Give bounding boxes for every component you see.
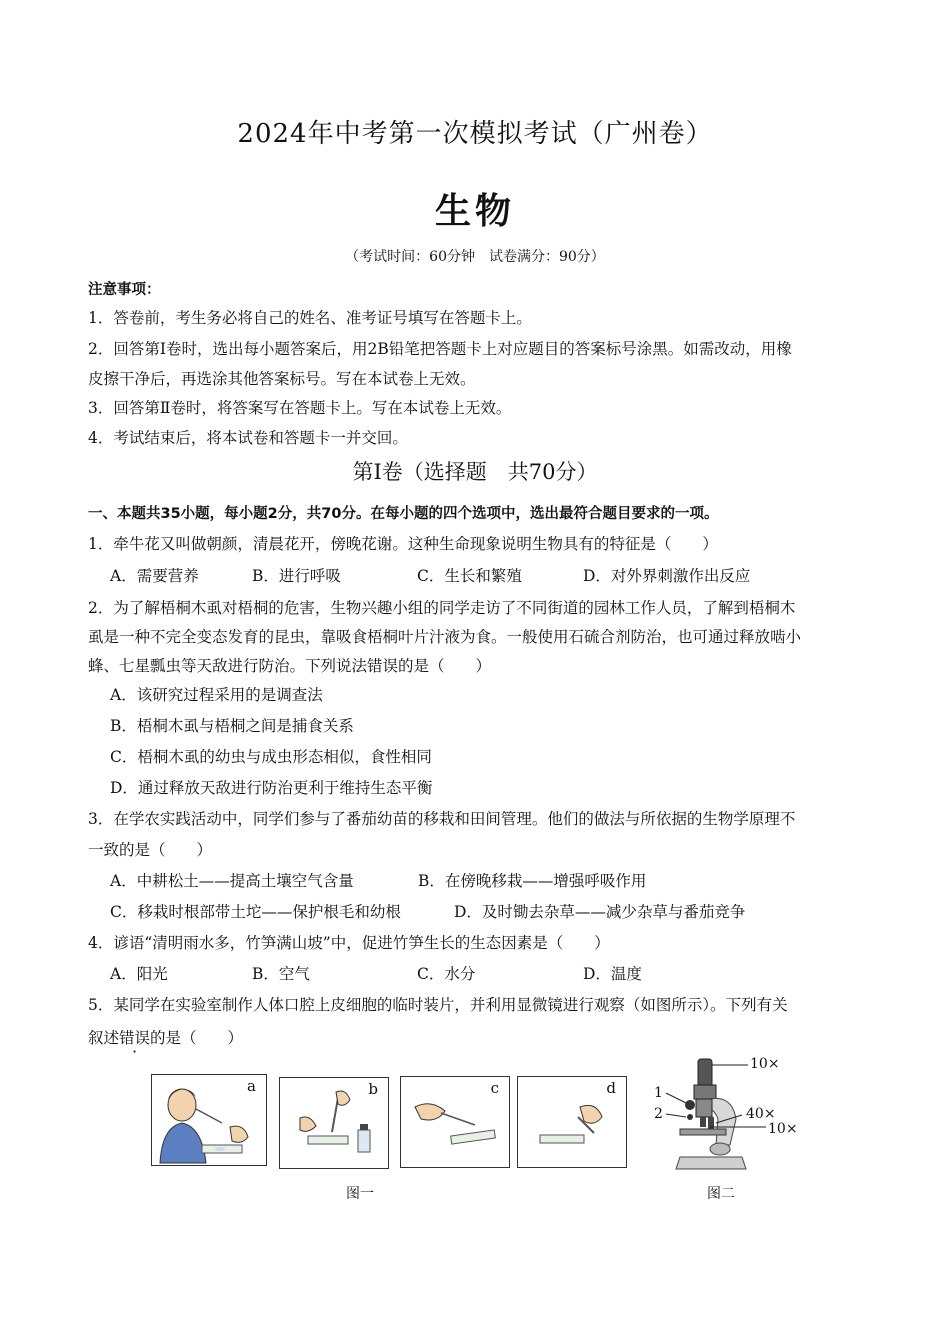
question-5-stem: 5．某同学在实验室制作人体口腔上皮细胞的临时装片，并利用显微镜进行观察（如图所示）。下列有关 [88, 996, 788, 1014]
question-2-stem: 2．为了解梧桐木虱对梧桐的危害，生物兴趣小组的同学走访了不同街道的园林工作人员，了解到梧桐木 [88, 599, 796, 617]
q3-option-c: C．移栽时根部带土坨——保护根毛和幼根 [110, 903, 401, 921]
microscope-illustration [650, 1055, 810, 1175]
q4-option-d: D．温度 [583, 965, 642, 983]
exam-title: 2024年中考第一次模拟考试（广州卷） [237, 119, 713, 149]
q5-stem-post: 的是（ ） [150, 1029, 244, 1047]
panel-label-c: c [490, 1079, 499, 1097]
figure1-panel-d [517, 1076, 627, 1168]
figure1-panel-b [279, 1077, 389, 1169]
q2-option-b: B．梧桐木虱与梧桐之间是捕食关系 [110, 717, 354, 735]
microscope-part-2: 2 [654, 1106, 663, 1122]
question-2-stem: 蜂、七星瓢虫等天敌进行防治。下列说法错误的是（ ） [88, 657, 492, 675]
eyepiece-label: 10× [750, 1056, 780, 1072]
q3-option-d: D．及时锄去杂草——减少杂草与番茄竞争 [454, 903, 746, 921]
q4-option-a: A．阳光 [110, 965, 168, 983]
q4-option-c: C．水分 [417, 965, 476, 983]
question-3-stem: 3．在学农实践活动中，同学们参与了番茄幼苗的移栽和田间管理。他们的做法与所依据的生物学原理不 [88, 810, 796, 828]
q1-option-a: A．需要营养 [110, 567, 199, 585]
q1-option-b: B．进行呼吸 [252, 567, 341, 585]
notice-item: 2．回答第Ⅰ卷时，选出每小题答案后，用2B铅笔把答题卡上对应题目的答案标号涂黑。如需改动，用橡 [88, 340, 792, 358]
notice-item: 皮擦干净后，再选涂其他答案标号。写在本试卷上无效。 [88, 370, 476, 388]
question-5-stem [88, 1026, 243, 1048]
figure1-caption: 图一 [346, 1186, 374, 1202]
objective-10x-label: 10× [768, 1121, 798, 1137]
question-1-stem: 1．牵牛花又叫做朝颜，清晨花开，傍晚花谢。这种生命现象说明生物具有的特征是（ ） [88, 535, 718, 553]
q4-option-b: B．空气 [252, 965, 310, 983]
panel-label-a: a [247, 1077, 256, 1095]
q2-option-c: C．梧桐木虱的幼虫与成虫形态相似，食性相同 [110, 748, 432, 766]
exam-info: （考试时间：60分钟 试卷满分：90分） [345, 249, 605, 265]
section-title: 第Ⅰ卷（选择题 共70分） [352, 460, 598, 484]
notice-item: 1．答卷前，考生务必将自己的姓名、准考证号填写在答题卡上。 [88, 309, 532, 327]
q2-option-a: A．该研究过程采用的是调查法 [110, 686, 323, 704]
question-3-stem: 一致的是（ ） [88, 841, 213, 859]
figure1-panel-a [151, 1074, 267, 1166]
q3-option-b: B．在傍晚移栽——增强呼吸作用 [418, 872, 647, 890]
q5-stem-pre: 叙述 [88, 1029, 120, 1047]
objective-40x-label: 40× [746, 1106, 776, 1122]
q3-option-a: A．中耕松土——提高土壤空气含量 [110, 872, 354, 890]
panel-label-d: d [606, 1079, 616, 1097]
q5-emphasis: 错误 [119, 1029, 151, 1047]
q2-option-d: D．通过释放天敌进行防治更利于维持生态平衡 [110, 779, 433, 797]
question-2-stem: 虱是一种不完全变态发育的昆虫，靠吸食梧桐叶片汁液为食。一般使用石硫合剂防治，也可通过释放啮小 [88, 628, 802, 646]
notice-item: 3．回答第Ⅱ卷时，将答案写在答题卡上。写在本试卷上无效。 [88, 399, 512, 417]
notice-heading: 注意事项： [88, 282, 161, 298]
microscope-part-1: 1 [654, 1085, 663, 1101]
q1-option-c: C．生长和繁殖 [417, 567, 522, 585]
subject-title: 生物 [434, 191, 515, 232]
notice-item: 4．考试结束后，将本试卷和答题卡一并交回。 [88, 429, 408, 447]
section-instruction: 一、本题共35小题，每小题2分，共70分。在每小题的四个选项中，选出最符合题目要求的一项。 [88, 506, 719, 522]
question-4-stem: 4．谚语“清明雨水多，竹笋满山坡”中，促进竹笋生长的生态因素是（ ） [88, 934, 610, 952]
q1-option-d: D．对外界刺激作出反应 [583, 567, 751, 585]
figure1-panel-c [400, 1076, 510, 1168]
figure2-caption: 图二 [707, 1186, 735, 1202]
panel-label-b: b [368, 1080, 378, 1098]
